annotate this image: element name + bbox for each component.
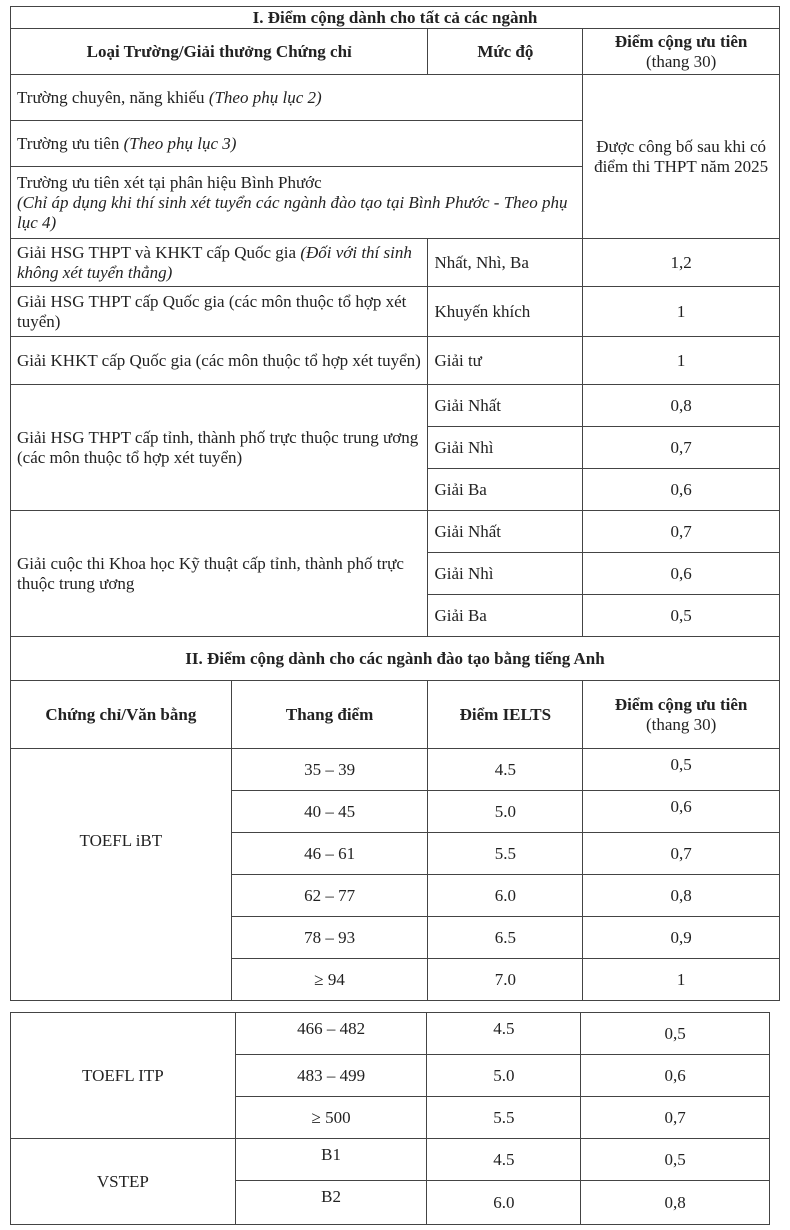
award-khkt-tu-level: Giải tư	[428, 337, 583, 385]
itp-row-1	[11, 1013, 770, 1055]
hsg-province-level-2: Giải Nhì	[428, 427, 583, 469]
section1-header-row	[11, 29, 780, 75]
ibt-range-3: 46 – 61	[231, 833, 428, 875]
ibt-range-5: 78 – 93	[231, 917, 428, 959]
section1-title-row	[11, 7, 780, 29]
vstep-ielts-2: 6.0	[427, 1181, 581, 1225]
itp-range-3: ≥ 500	[235, 1097, 427, 1139]
itp-ielts-3: 5.5	[427, 1097, 581, 1139]
school-chuyen-label: Trường chuyên, năng khiếu	[17, 87, 209, 107]
header-bonus-scale: (thang 30)	[645, 714, 717, 734]
section2-title-row	[11, 637, 780, 681]
khkt-province-level-3: Giải Ba	[428, 595, 583, 637]
award-national-label: Giải HSG THPT và KHKT cấp Quốc gia	[17, 242, 301, 262]
school-uutien-label: Trường ưu tiên	[17, 133, 124, 153]
vstep-range-2: B2	[235, 1181, 427, 1225]
khkt-province-points-3: 0,5	[583, 595, 780, 637]
khkt-province-name: Giải cuộc thi Khoa học Kỹ thuật cấp tỉnh, thành phố trực thuộc trung ương	[11, 511, 428, 637]
award-national-name	[11, 239, 428, 287]
ibt-ielts-5: 6.5	[428, 917, 583, 959]
itp-points-3: 0,7	[581, 1097, 770, 1139]
ibt-points-1: 0,5	[583, 749, 780, 791]
hsg-province-level-3: Giải Ba	[428, 469, 583, 511]
header-bonus-label: Điểm cộng ưu tiên	[614, 694, 748, 714]
bonus-points-table-part1	[10, 6, 780, 1001]
award-khkt-tu-name: Giải KHKT cấp Quốc gia (các môn thuộc tổ hợp xét tuyển)	[11, 337, 428, 385]
khkt-province-points-2: 0,6	[583, 553, 780, 595]
vstep-range-1: B1	[235, 1139, 427, 1181]
vstep-name: VSTEP	[11, 1139, 236, 1225]
award-national-note: (Đối với thí sinh không xét tuyển thẳng)	[17, 242, 412, 282]
ibt-points-5: 0,9	[583, 917, 780, 959]
vstep-points-2: 0,8	[581, 1181, 770, 1225]
hsg-province-level-1: Giải Nhất	[428, 385, 583, 427]
award-national-points: 1,2	[583, 239, 780, 287]
ibt-points-2: 0,6	[583, 791, 780, 833]
itp-range-1: 466 – 482	[235, 1013, 427, 1055]
award-hsg-kk-points: 1	[583, 287, 780, 337]
ibt-range-6: ≥ 94	[231, 959, 428, 1001]
header-points-scale: (thang 30)	[645, 51, 717, 71]
award-hsg-kk-name: Giải HSG THPT cấp Quốc gia (các môn thuộc tổ hợp xét tuyển)	[11, 287, 428, 337]
ibt-ielts-6: 7.0	[428, 959, 583, 1001]
ibt-range-4: 62 – 77	[231, 875, 428, 917]
header-type: Loại Trường/Giải thưởng Chứng chỉ	[11, 29, 428, 75]
school-row-chuyen	[11, 75, 780, 121]
school-chuyen	[11, 75, 583, 121]
toefl-ibt-name: TOEFL iBT	[11, 749, 232, 1001]
bonus-points-table-part2	[10, 1012, 770, 1225]
ibt-points-6: 1	[583, 959, 780, 1001]
hsg-province-points-1: 0,8	[583, 385, 780, 427]
toefl-itp-name: TOEFL ITP	[11, 1013, 236, 1139]
announce-cell: Được công bố sau khi có điểm thi THPT năm 2025	[583, 75, 780, 239]
school-binhphuoc-note: (Chỉ áp dụng khi thí sinh xét tuyển các ngành đào tạo tại Bình Phước - Theo phụ lục 4)	[17, 192, 568, 232]
school-uutien-note: (Theo phụ lục 3)	[123, 133, 237, 153]
ibt-row-1	[11, 749, 780, 791]
header-bonus	[583, 681, 780, 749]
award-row-national	[11, 239, 780, 287]
ibt-range-1: 35 – 39	[231, 749, 428, 791]
ibt-range-2: 40 – 45	[231, 791, 428, 833]
ibt-ielts-1: 4.5	[428, 749, 583, 791]
header-cert: Chứng chỉ/Văn bằng	[11, 681, 232, 749]
ibt-ielts-3: 5.5	[428, 833, 583, 875]
khkt-province-level-1: Giải Nhất	[428, 511, 583, 553]
ibt-points-3: 0,7	[583, 833, 780, 875]
section2-header-row	[11, 681, 780, 749]
vstep-row-1	[11, 1139, 770, 1181]
khkt-province-level-2: Giải Nhì	[428, 553, 583, 595]
section1-title: I. Điểm cộng dành cho tất cả các ngành	[11, 7, 780, 29]
school-binhphuoc-label: Trường ưu tiên xét tại phân hiệu Bình Phước	[17, 172, 322, 192]
vstep-points-1: 0,5	[581, 1139, 770, 1181]
award-khkt-tu-points: 1	[583, 337, 780, 385]
ibt-ielts-4: 6.0	[428, 875, 583, 917]
vstep-ielts-1: 4.5	[427, 1139, 581, 1181]
itp-ielts-2: 5.0	[427, 1055, 581, 1097]
section2-title: II. Điểm cộng dành cho các ngành đào tạo bằng tiếng Anh	[11, 637, 780, 681]
khkt-province-points-1: 0,7	[583, 511, 780, 553]
hsg-province-row-1	[11, 385, 780, 427]
award-row-khkt-tu	[11, 337, 780, 385]
header-scale: Thang điểm	[231, 681, 428, 749]
school-chuyen-note: (Theo phụ lục 2)	[208, 87, 322, 107]
header-points	[583, 29, 780, 75]
ibt-ielts-2: 5.0	[428, 791, 583, 833]
itp-points-1: 0,5	[581, 1013, 770, 1055]
award-national-level: Nhất, Nhì, Ba	[428, 239, 583, 287]
header-ielts: Điểm IELTS	[428, 681, 583, 749]
header-points-label: Điểm cộng ưu tiên	[614, 31, 748, 51]
hsg-province-points-3: 0,6	[583, 469, 780, 511]
award-hsg-kk-level: Khuyến khích	[428, 287, 583, 337]
award-row-hsg-kk	[11, 287, 780, 337]
hsg-province-name: Giải HSG THPT cấp tỉnh, thành phố trực thuộc trung ương (các môn thuộc tổ hợp xét tuyển)	[11, 385, 428, 511]
school-binhphuoc	[11, 167, 583, 239]
khkt-province-row-1	[11, 511, 780, 553]
header-level: Mức độ	[428, 29, 583, 75]
itp-ielts-1: 4.5	[427, 1013, 581, 1055]
itp-points-2: 0,6	[581, 1055, 770, 1097]
school-uutien	[11, 121, 583, 167]
ibt-points-4: 0,8	[583, 875, 780, 917]
hsg-province-points-2: 0,7	[583, 427, 780, 469]
itp-range-2: 483 – 499	[235, 1055, 427, 1097]
